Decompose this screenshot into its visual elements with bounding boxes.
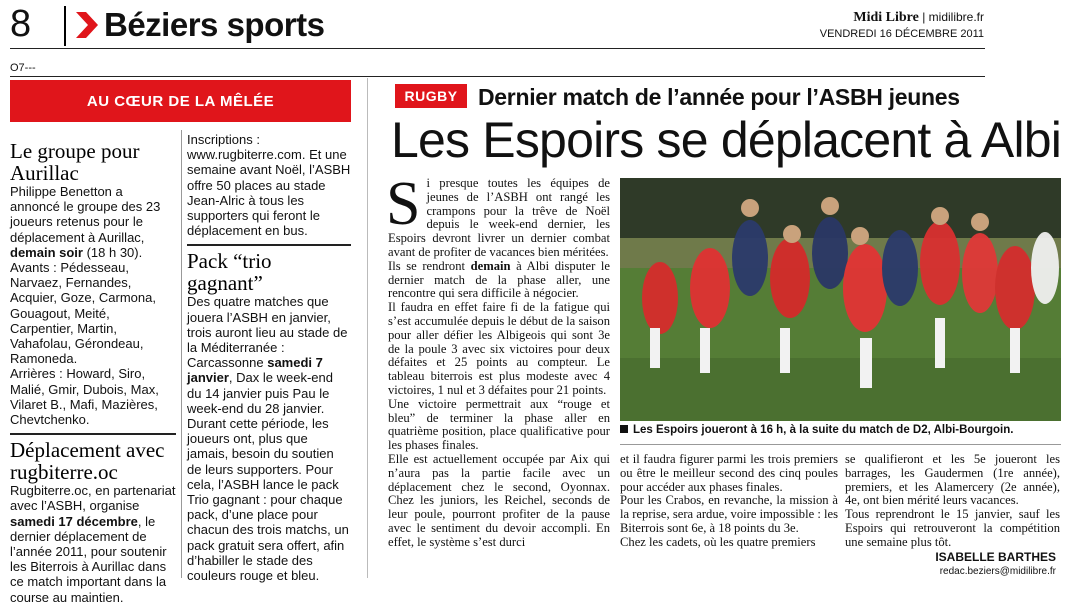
brief-text: , le dernier déplacement de l’année 2011, pour soutenir les Biterrois à Aurillac dans ce match important dans la course au maintien.	[10, 513, 167, 605]
article-paragraph: Une victoire permettrait aux “rouge et bleu” de terminer la phase aller en quatrième position, place qualificative pour les phases finales.	[388, 396, 610, 453]
sidebar-banner: AU CŒUR DE LA MÊLÉE	[10, 80, 351, 122]
brief-title-groupe: Le groupe pour Aurillac	[10, 139, 140, 185]
article-author: ISABELLE BARTHES	[935, 550, 1056, 564]
article-paragraph: et il faudra figurer parmi les trois premiers ou être le meilleur second des cinq poules pour accéder aux phases finales.	[620, 452, 838, 494]
section-title: Béziers sports	[104, 6, 325, 43]
rugby-match-photo	[620, 178, 1061, 421]
brief-bold: samedi 7 janvier	[187, 355, 323, 386]
brief-text: (18 h 30). Avants : Pédesseau, Narvaez, Fernandes, Acquier, Goze, Carmona, Gouagout, Meité, Carpentier, Martin, Vahafolau, Gérondeau, Ramoneda.	[10, 244, 156, 367]
article-paragraph: Il faudra en effet faire fi de la fatigue qui s’est accumulée depuis le début de la saison pour aller défier les Albigeois qui sont 3e de la poule 3 avec six victoires pour deux défaites et 25 points au compteur. Le tableau biterrois est plus modeste avec 4 victoires, 1 nul et 3 défaites pour 21 points.	[388, 300, 610, 397]
brief-bold: demain soir	[10, 244, 83, 260]
brief-text: Rugbiterre.oc, en partenariat avec l’ASBH, organise	[10, 483, 176, 514]
brand-name: Midi Libre	[853, 10, 919, 25]
brief-bold: samedi 17 décembre	[10, 513, 138, 529]
caption-rule	[620, 444, 1061, 445]
article-headline: Les Espoirs se déplacent à Albi	[391, 112, 1062, 168]
brief-text: Philippe Benetton a annoncé le groupe des 23 joueurs retenus pour le déplacement à Aurillac,	[10, 184, 161, 245]
author-email[interactable]: redac.beziers@midilibre.fr	[939, 566, 1056, 577]
site-name: midilibre.fr	[928, 10, 984, 24]
edition-code: O7---	[10, 62, 36, 74]
article-divider	[367, 78, 368, 578]
drop-cap: S	[386, 170, 421, 238]
article-paragraph	[388, 260, 610, 301]
brief-title-deplacement: Déplacement avec rugbiterre.oc	[10, 438, 165, 485]
article-text: à Albi disputer le dernier match de la phase aller, une rencontre qui sera difficile à négocier.	[388, 258, 610, 301]
article-bold: demain	[470, 258, 511, 273]
article-paragraph: Elle est actuellement occupée par Aix qui n’aura pas la partie facile avec un déplacement chez le second, Oyonnax. Chez les juniors, les Reichel, seconds de leur poule, pourront profiter de la pause avec le sentiment du devoir accompli. En effet, le système s’est durci	[388, 451, 610, 549]
article-paragraph: Pour les Crabos, en revanche, la mission à la reprise, sera ardue, voire impossible : les Biterrois sont 6e, à 18 points du 3e.	[620, 493, 838, 535]
brief-separator	[10, 433, 176, 435]
brief-text-inscriptions: Inscriptions : www.rugbiterre.com. Et une semaine avant Noël, l’ASBH offre 50 places au stade Jean-Alric à tous les supporters qui feront le déplacement en bus.	[187, 132, 351, 239]
article-paragraph: Chez les cadets, où les quatre premiers	[620, 534, 816, 549]
article-paragraph: i presque toutes les équipes de jeunes de l’ASBH ont rangé les crampons pour la trêve de Noël depuis le week-end dernier, les Espoirs devront livrer un dernier combat avant de profiter de vacances bien méritées.	[388, 176, 610, 259]
caption-bullet-icon	[620, 425, 628, 433]
sidebar-column-2	[187, 132, 351, 583]
article-column-3	[845, 453, 1060, 550]
article-text: Ils se rendront	[388, 258, 471, 273]
rubric-tag: RUGBY	[395, 84, 467, 108]
brief-text-deplacement	[10, 483, 176, 605]
header-rule-2	[10, 76, 985, 77]
photo-caption	[620, 424, 1013, 436]
issue-date: VENDREDI 16 DÉCEMBRE 2011	[819, 28, 984, 40]
brief-title-pack: Pack “trio gagnant”	[187, 249, 272, 296]
brief-separator	[187, 244, 351, 246]
chevron-right-icon	[76, 12, 98, 38]
header-divider	[64, 6, 66, 46]
article-column-1	[386, 170, 610, 550]
column-divider	[181, 130, 182, 578]
article-paragraph: se qualifieront et les 5e joueront les barrages, les Gaudermen (1re année), premiers, et les Alamercery (2e année), 4e, ont bien mérité leurs vacances.	[845, 452, 1060, 508]
article-column-2	[620, 453, 838, 550]
masthead: Midi Libre | midilibre.fr	[853, 10, 984, 25]
header-rule	[10, 48, 985, 49]
page-number: 8	[10, 3, 32, 45]
article-paragraph: Tous reprendront le 15 janvier, sauf les Espoirs qui retrouveront la compétition une semaine plus tôt.	[845, 507, 1060, 549]
brief-text-arrieres: Arrières : Howard, Siro, Malié, Gmir, Dubois, Max, Vilaret B., Mafi, Mazières, Chevtchenko.	[10, 366, 159, 428]
article-kicker: Dernier match de l’année pour l’ASBH jeunes	[478, 84, 960, 110]
sidebar-column-1	[10, 140, 176, 605]
brief-text-pack	[187, 294, 351, 583]
brief-text: Des quatre matches que jouera l’ASBH en janvier, trois auront lieu au stade de la Méditerranée : Carcassonne	[187, 294, 348, 371]
caption-text: Les Espoirs joueront à 16 h, à la suite du match de D2, Albi-Bourgoin.	[633, 424, 1014, 436]
brief-text-groupe	[10, 184, 176, 366]
brief-text: , Dax le week-end du 14 janvier puis Pau le week-end du 28 janvier. Durant cette période, les joueurs ont, plus que jamais, besoin du soutien de leurs supporters. Pour cela, l’ASBH lance le pack Trio gagnant : pour chaque pack, d’une place pour chacun des trois matchs, un pack gratuit sera offert, afin d’habiller le stade des couleurs rouge et bleu.	[187, 370, 349, 584]
